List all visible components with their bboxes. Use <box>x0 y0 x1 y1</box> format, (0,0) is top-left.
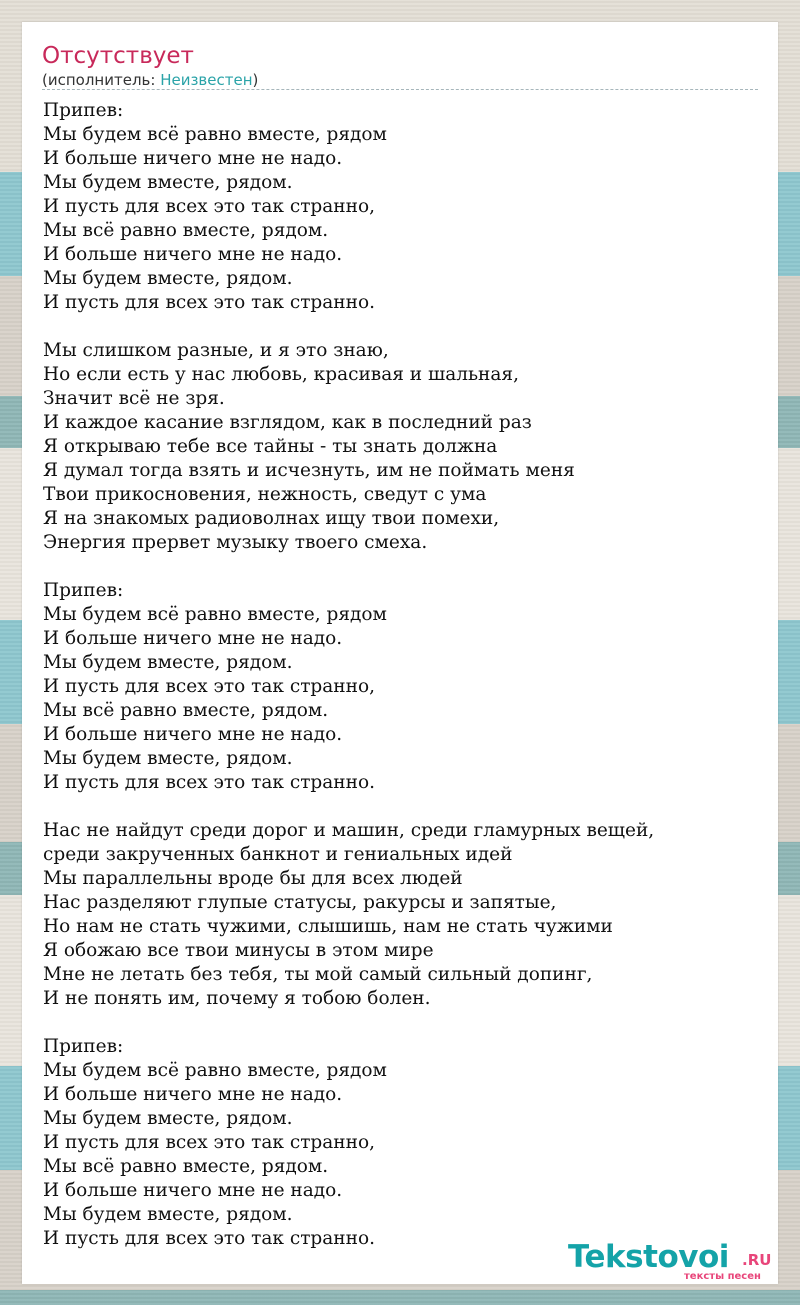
lyric-line: И пусть для всех это так странно, <box>43 676 375 697</box>
lyric-line: Я на знакомых радиоволнах ищу твои помехи, <box>43 508 500 529</box>
lyric-line: И больше ничего мне не надо. <box>43 148 343 169</box>
lyric-line: Припев: <box>43 1036 124 1057</box>
lyric-line: И пусть для всех это так странно, <box>43 196 375 217</box>
lyric-line: Но нам не стать чужими, слышишь, нам не стать чужими <box>43 916 613 937</box>
lyric-line: И больше ничего мне не надо. <box>43 724 343 745</box>
lyric-line: Нас не найдут среди дорог и машин, среди гламурных вещей, <box>43 820 655 841</box>
lyrics-card <box>22 22 778 1284</box>
lyric-line: И больше ничего мне не надо. <box>43 628 343 649</box>
lyric-line: Я открываю тебе все тайны - ты знать должна <box>43 436 498 457</box>
lyric-line: Нас разделяют глупые статусы, ракурсы и запятые, <box>43 892 557 913</box>
tekstovoi-logo[interactable] <box>568 1238 778 1284</box>
lyric-line: И пусть для всех это так странно. <box>43 292 375 313</box>
stanza-break <box>43 555 654 579</box>
title-divider <box>42 89 758 90</box>
lyric-line: И больше ничего мне не надо. <box>43 244 343 265</box>
lyric-line: Припев: <box>43 580 124 601</box>
lyric-line: И больше ничего мне не надо. <box>43 1084 343 1105</box>
lyric-line: Мы будем вместе, рядом. <box>43 1108 293 1129</box>
lyric-line: И не понять им, почему я тобою болен. <box>43 988 431 1009</box>
lyric-line: Значит всё не зря. <box>43 388 225 409</box>
lyric-line: Мы будем всё равно вместе, рядом <box>43 1060 387 1081</box>
lyric-line: Мы всё равно вместе, рядом. <box>43 1156 329 1177</box>
lyric-line: Мы будем всё равно вместе, рядом <box>43 124 387 145</box>
lyric-line: Мы будем вместе, рядом. <box>43 268 293 289</box>
lyric-line: Твои прикосновения, нежность, сведут с ума <box>43 484 487 505</box>
artist-suffix: ) <box>252 71 259 89</box>
lyric-line: среди закрученных банкнот и гениальных идей <box>43 844 513 865</box>
lyric-line: Мы будем вместе, рядом. <box>43 1204 293 1225</box>
lyric-line: Мы всё равно вместе, рядом. <box>43 700 329 721</box>
lyric-line: Я думал тогда взять и исчезнуть, им не поймать меня <box>43 460 575 481</box>
logo-tagline: тексты песен <box>684 1271 761 1282</box>
lyrics-text <box>43 99 654 1251</box>
lyric-line: Мы будем всё равно вместе, рядом <box>43 604 387 625</box>
lyric-line: И больше ничего мне не надо. <box>43 1180 343 1201</box>
stanza-break <box>43 315 654 339</box>
stanza-break <box>43 795 654 819</box>
lyric-line: Мы будем вместе, рядом. <box>43 652 293 673</box>
lyric-line: Мы будем вместе, рядом. <box>43 748 293 769</box>
lyric-line: Припев: <box>43 100 124 121</box>
song-title: Отсутствует <box>42 43 194 69</box>
lyric-line: И пусть для всех это так странно. <box>43 1228 375 1249</box>
lyric-line: Мы всё равно вместе, рядом. <box>43 220 329 241</box>
lyric-line: Мы будем вместе, рядом. <box>43 172 293 193</box>
artist-prefix: (исполнитель: <box>42 71 161 89</box>
lyric-line: Мне не летать без тебя, ты мой самый сильный допинг, <box>43 964 593 985</box>
lyric-line: И каждое касание взглядом, как в последний раз <box>43 412 532 433</box>
lyric-line: И пусть для всех это так странно. <box>43 772 375 793</box>
lyric-line: Мы слишком разные, и я это знаю, <box>43 340 389 361</box>
lyric-line: Но если есть у нас любовь, красивая и шальная, <box>43 364 519 385</box>
logo-wordmark: Tekstovoi <box>568 1239 729 1275</box>
lyric-line: Энергия прервет музыку твоего смеха. <box>43 532 428 553</box>
stanza-break <box>43 1011 654 1035</box>
artist-line <box>42 70 258 90</box>
lyric-line: Я обожаю все твои минусы в этом мире <box>43 940 434 961</box>
logo-domain: .RU <box>742 1251 772 1269</box>
artist-link[interactable]: Неизвестен <box>160 71 253 89</box>
lyric-line: Мы параллельны вроде бы для всех людей <box>43 868 463 889</box>
lyric-line: И пусть для всех это так странно, <box>43 1132 375 1153</box>
